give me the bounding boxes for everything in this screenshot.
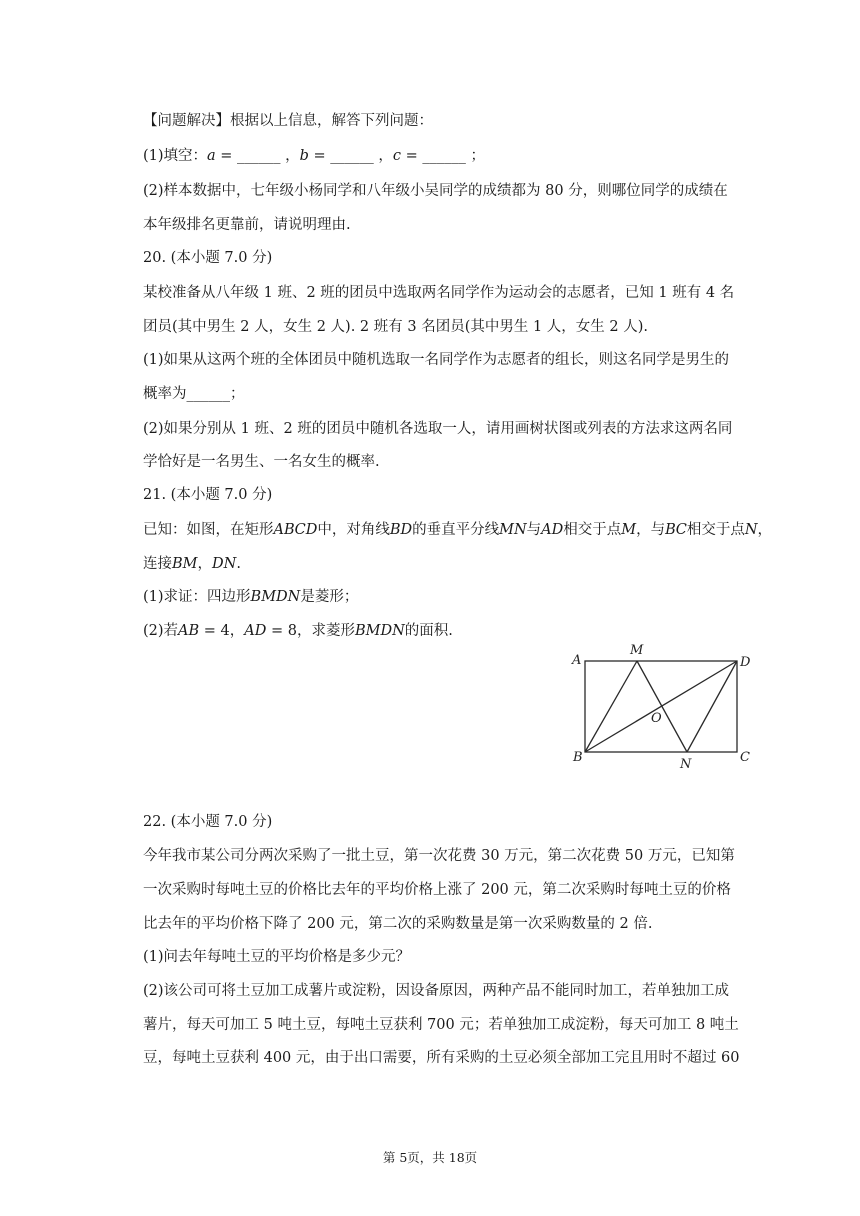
problem-solving-heading: 【问题解决】根据以上信息，解答下列问题： bbox=[143, 113, 433, 129]
label-c: C bbox=[740, 750, 750, 765]
question-text: 今年我市某公司分两次采购了一批土豆，第一次花费 30 万元，第二次花费 50 万元，已知第 bbox=[143, 848, 735, 864]
question-text: 团员(其中男生 2 人，女生 2 人). 2 班有 3 名团员(其中男生 1 人，女生 2 人). bbox=[143, 319, 649, 335]
label-b: B bbox=[573, 750, 583, 765]
question-text: (1)求证：四边形𝐵𝑀𝐷𝑁是菱形； bbox=[143, 589, 359, 605]
question-text: 比去年的平均价格下降了 200 元，第二次的采购数量是第一次采购数量的 2 倍. bbox=[143, 916, 653, 932]
question-text: (1)问去年每吨土豆的平均价格是多少元？ bbox=[143, 949, 411, 965]
question-text: (2)样本数据中，七年级小杨同学和八年级小吴同学的成绩都为 80 分，则哪位同学的成绩在 bbox=[143, 183, 728, 199]
question-text: (2)如果分别从 1 班、2 班的团员中随机各选取一人，请用画树状图或列表的方法求这两名同 bbox=[143, 421, 733, 437]
label-n: N bbox=[680, 757, 692, 772]
question-text: 某校准备从八年级 1 班、2 班的团员中选取两名同学作为运动会的志愿者，已知 1 班有 4 名 bbox=[143, 285, 735, 301]
segment-bm bbox=[585, 661, 637, 752]
question-text: 连接𝐵𝑀，𝐷𝑁. bbox=[143, 556, 241, 572]
label-a: A bbox=[572, 653, 582, 668]
question-20-header: 20. (本小题 7.0 分) bbox=[143, 250, 273, 266]
question-text: 已知：如图，在矩形𝐴𝐵𝐶𝐷中，对角线𝐵𝐷的垂直平分线𝑀𝑁与𝐴𝐷相交于点𝑀，与𝐵𝐶相交于点𝑁， bbox=[143, 522, 773, 538]
question-text: 概率为______； bbox=[143, 386, 245, 402]
question-text: 本年级排名更靠前，请说明理由. bbox=[143, 217, 351, 233]
label-d: D bbox=[740, 655, 751, 670]
fill-in-blank-question: (1)填空：𝑎 = ______ ，𝑏 = ______ ，𝑐 = ______ ； bbox=[143, 148, 486, 164]
rectangle-rhombus-figure bbox=[570, 640, 760, 775]
question-21-header: 21. (本小题 7.0 分) bbox=[143, 487, 273, 503]
question-22-header: 22. (本小题 7.0 分) bbox=[143, 814, 273, 830]
question-text: (2)该公司可将土豆加工成薯片或淀粉，因设备原因，两种产品不能同时加工，若单独加工成 bbox=[143, 983, 730, 999]
question-text: 豆，每吨土豆获利 400 元，由于出口需要，所有采购的土豆必须全部加工完且用时不超过 60 bbox=[143, 1050, 740, 1066]
diagonal-bd bbox=[585, 661, 737, 752]
label-m: M bbox=[630, 643, 644, 658]
page-footer: 第 5页，共 18页 bbox=[382, 1150, 478, 1165]
question-text: 一次采购时每吨土豆的价格比去年的平均价格上涨了 200 元，第二次采购时每吨土豆的价格 bbox=[143, 882, 731, 898]
question-text: 学恰好是一名男生、一名女生的概率. bbox=[143, 454, 380, 470]
question-text: (1)如果从这两个班的全体团员中随机选取一名同学作为志愿者的组长，则这名同学是男生的 bbox=[143, 352, 730, 368]
question-text: (2)若𝐴𝐵 = 4，𝐴𝐷 = 8，求菱形𝐵𝑀𝐷𝑁的面积. bbox=[143, 623, 453, 639]
question-text: 薯片，每天可加工 5 吨土豆，每吨土豆获利 700 元；若单独加工成淀粉，每天可加工 8 吨土 bbox=[143, 1017, 739, 1033]
segment-mn bbox=[637, 661, 687, 752]
segment-nd bbox=[687, 661, 737, 752]
label-o: O bbox=[651, 711, 662, 726]
